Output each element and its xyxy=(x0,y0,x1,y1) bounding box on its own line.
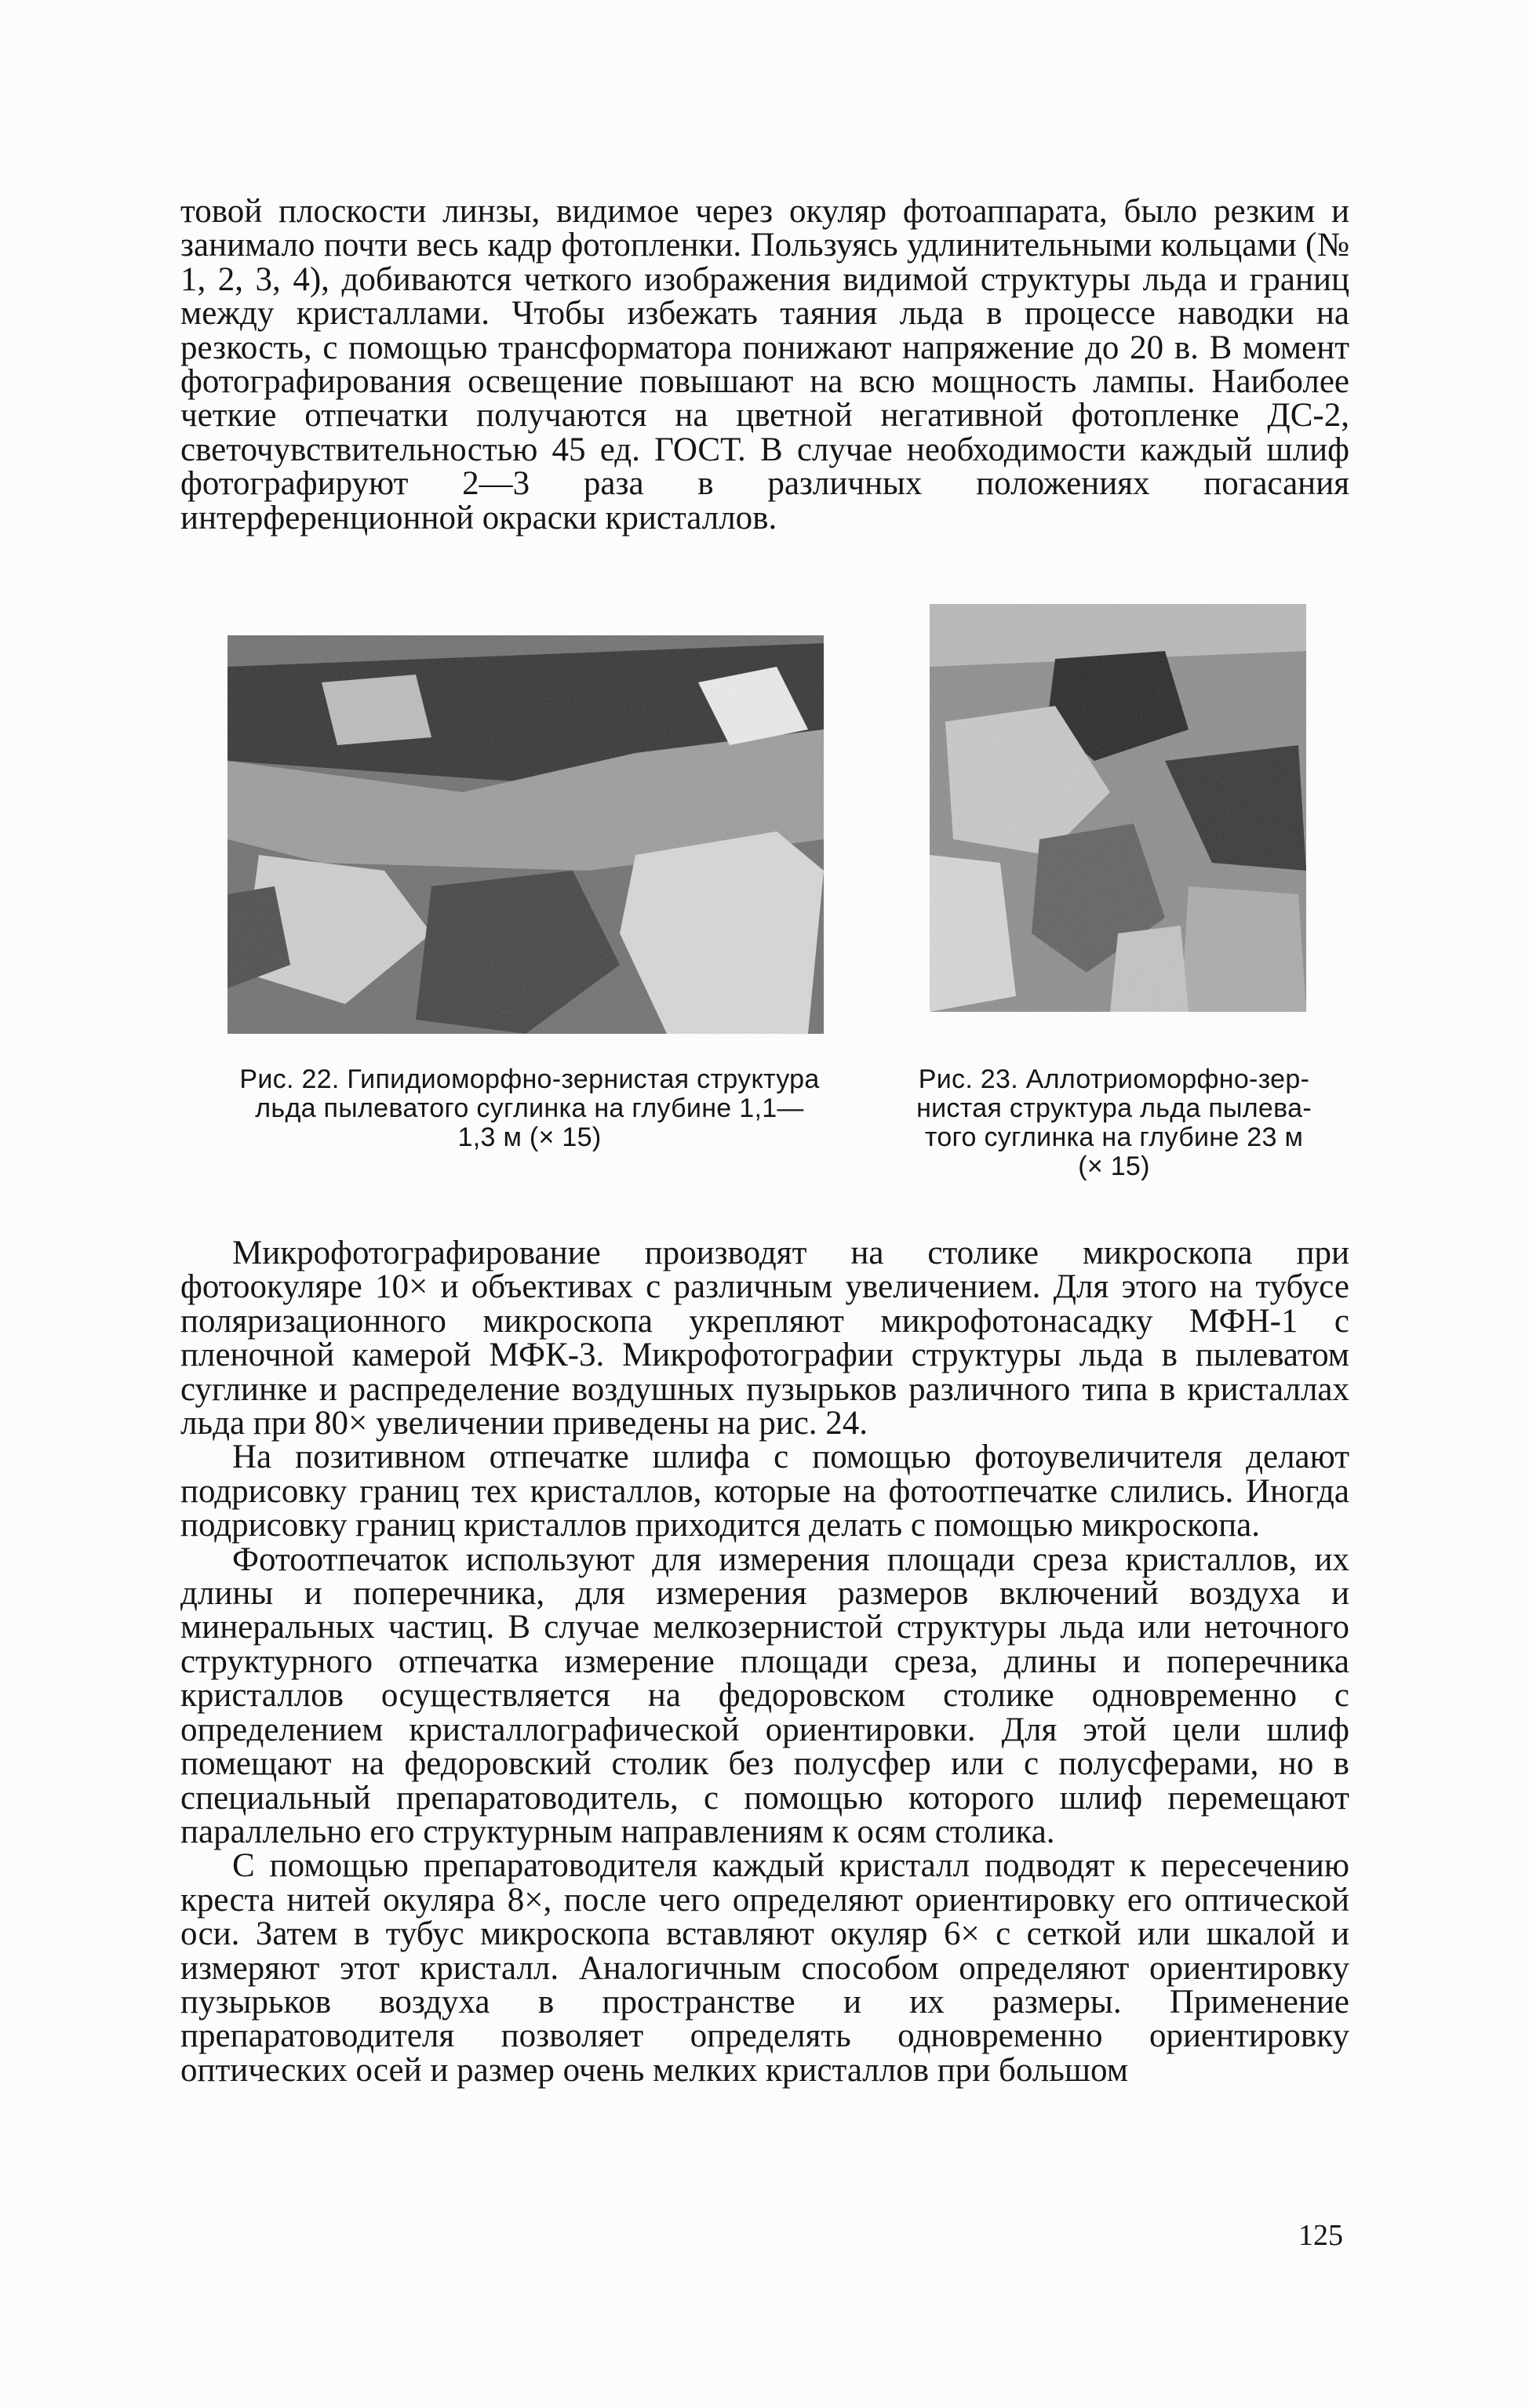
top-paragraph-block xyxy=(180,195,1349,535)
paragraph-2: На позитивном отпечатке шлифа с помощью фотоувеличителя делают подрисовку границ тех кристаллов, которые на фотоотпечатке слились. Иногда подрисовку границ кристаллов приходится делать с помощью микроскопа. xyxy=(180,1439,1349,1544)
caption-23-line-2: нистая структура льда пылева- xyxy=(916,1093,1312,1123)
caption-22-line-2: льда пылеватого суглинка на глубине 1,1— xyxy=(255,1093,804,1123)
caption-23-line-3: того суглинка на глубине 23 м xyxy=(924,1122,1304,1152)
page-number: 125 xyxy=(1298,2219,1343,2252)
micrograph-23-image xyxy=(930,604,1306,1012)
figure-22-caption xyxy=(224,1065,835,1152)
figure-23-micrograph xyxy=(930,604,1306,1012)
figure-23-caption xyxy=(879,1065,1349,1181)
paragraph-1: Микрофотографирование производят на столике микроскопа при фотоокуляре 10× и объективах с различным увеличением. Для этого на тубусе поляризационного микроскопа укрепляют микрофотонасадку МФН-1 с пленочной камерой МФК-3. Микрофотографии структуры льда в пылеватом суглинке и распределение воздушных пузырьков различного типа в кристаллах льда при 80× увеличении приведены на рис. 24. xyxy=(180,1235,1349,1442)
micrograph-22-image xyxy=(228,635,824,1034)
paragraph-4: С помощью препаратоводителя каждый кристалл подводят к пересечению креста нитей окуляра 8×, после чего определяют ориентировку его оптической оси. Затем в тубус микроскопа вставляют окуляр 6× с сеткой или шкалой и измеряют этот кристалл. Аналогичным способом определяют ориентировку пузырьков воздуха в пространстве и их размеры. Применение препаратоводителя позволяет определять одновременно ориентировку оптических осей и размер очень мелких кристаллов при большом xyxy=(180,1847,1349,2089)
caption-22-line-3: 1,3 м (× 15) xyxy=(457,1122,602,1152)
paragraph-3: Фотоотпечаток используют для измерения площади среза кристаллов, их длины и поперечника, для измерения размеров включений воздуха и минеральных частиц. В случае мелкозернистой структуры льда или неточного структурного отпечатка измерение площади среза, длины и поперечника кристаллов осуществляется на федоровском столике одновременно с определением кристаллографической ориентировки. Для этой цели шлиф помещают на федоровский столик без полусфер или с полусферами, но в специальный препаратоводитель, с помощью которого шлиф перемещают параллельно его структурным направлениям к осям столика. xyxy=(180,1540,1349,1850)
body-text-block xyxy=(180,1236,1349,2087)
caption-23-line-1: Рис. 23. Аллотриоморфно-зер- xyxy=(918,1064,1310,1094)
caption-23-line-4: (× 15) xyxy=(1078,1151,1150,1181)
caption-22-line-1: Рис. 22. Гипидиоморфно-зернистая структура xyxy=(239,1064,820,1094)
paragraph-top: товой плоскости линзы, видимое через окуляр фотоаппарата, было резким и занимало почти весь кадр фотопленки. Пользуясь удлинительными кольцами (№ 1, 2, 3, 4), добиваются четкого изображения видимой структуры льда и границ между кристаллами. Чтобы избежать таяния льда в процессе наводки на резкость, с помощью трансформатора понижают напряжение до 20 в. В момент фотографирования освещение повышают на всю мощность лампы. Наиболее четкие отпечатки получаются на цветной негативной фотопленке ДС-2, светочувствительностью 45 ед. ГОСТ. В случае необходимости каждый шлиф фотографируют 2—3 раза в различных положениях погасания интерференционной окраски кристаллов. xyxy=(180,193,1349,537)
figure-22-micrograph xyxy=(228,635,824,1034)
